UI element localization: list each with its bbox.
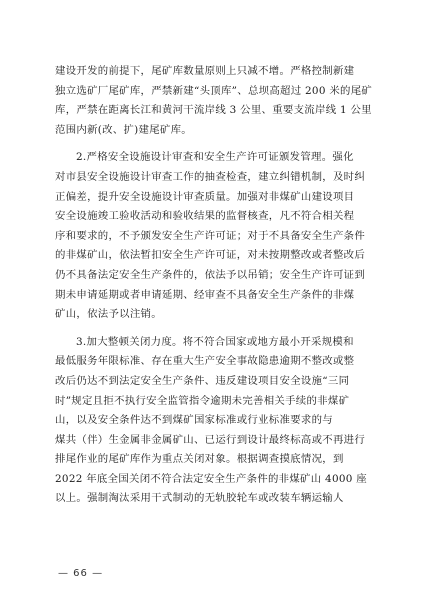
text-line: 的非煤矿山，依法暂扣安全生产许可证，对未按期整改或者整改后 — [55, 249, 366, 262]
text-line: 范围内新(改、扩)建尾矿库。 — [55, 123, 192, 136]
text-line: 山，以及安全条件达不到煤矿国家标准或行业标准要求的与 — [55, 414, 333, 427]
text-line: 3.加大整顿关闭力度。将不符合国家或地方最小开采规模和 — [76, 335, 354, 348]
text-line: 矿山，依法予以注销。 — [55, 308, 162, 321]
paragraph-3 — [55, 333, 385, 509]
text-line: 2.严格安全设施设计审查和安全生产许可证颁发管理。强化 — [76, 151, 354, 164]
text-line: 仍不具备法定安全生产条件的，依法予以吊销；安全生产许可证到 — [55, 268, 366, 281]
text-line: 序和要求的，不予颁发安全生产许可证；对于不具备安全生产条件 — [55, 229, 366, 242]
text-line: 排尾作业的尾矿库作为重点关闭对象。根据调查摸底情况，到 — [55, 453, 344, 466]
text-line: 时”规定且拒不执行安全监管指令逾期未完善相关手续的非煤矿 — [55, 394, 350, 407]
text-line: 对市县安全设施设计审查工作的抽查检查，建立纠错机制，及时纠 — [55, 170, 366, 183]
text-line: 2022 年底全国关闭不符合法定安全生产条件的非煤矿山 4000 座 — [55, 472, 367, 485]
text-line: 最低服务年限标准、存在重大生产安全事故隐患逾期不整改或整 — [55, 355, 355, 368]
text-line: 煤共（伴）生金属非金属矿山、已运行到设计最终标高或不再进行 — [55, 433, 366, 446]
text-line: 建设开发的前提下，尾矿库数量原则上只减不增。严格控制新建 — [55, 65, 355, 77]
text-line: 库，严禁在距离长江和黄河干流岸线 3 公里、重要支流岸线 1 公里 — [55, 104, 372, 117]
text-line: 正偏差，提升安全设施设计审查质量。加强对非煤矿山建设项目 — [55, 190, 355, 203]
paragraph-1 — [55, 62, 385, 140]
text-line: 以上。强制淘汰采用干式制动的无轨胶轮车或改装车辆运输人 — [55, 492, 344, 505]
text-line: 改后仍达不到法定安全生产条件、违反建设项目安全设施“三同 — [55, 374, 350, 387]
document-body — [55, 62, 385, 509]
text-line: 独立选矿厂尾矿库，严禁新建“头顶库”、总坝高超过 200 米的尾矿 — [55, 84, 373, 97]
paragraph-2 — [55, 148, 385, 324]
text-line: 期未申请延期或者申请延期、经审查不具备安全生产条件的非煤 — [55, 288, 355, 301]
text-line: 安全设施竣工验收活动和验收结果的监督核查，凡不符合相关程 — [55, 210, 355, 223]
page-number: — 66 — — [58, 568, 104, 579]
